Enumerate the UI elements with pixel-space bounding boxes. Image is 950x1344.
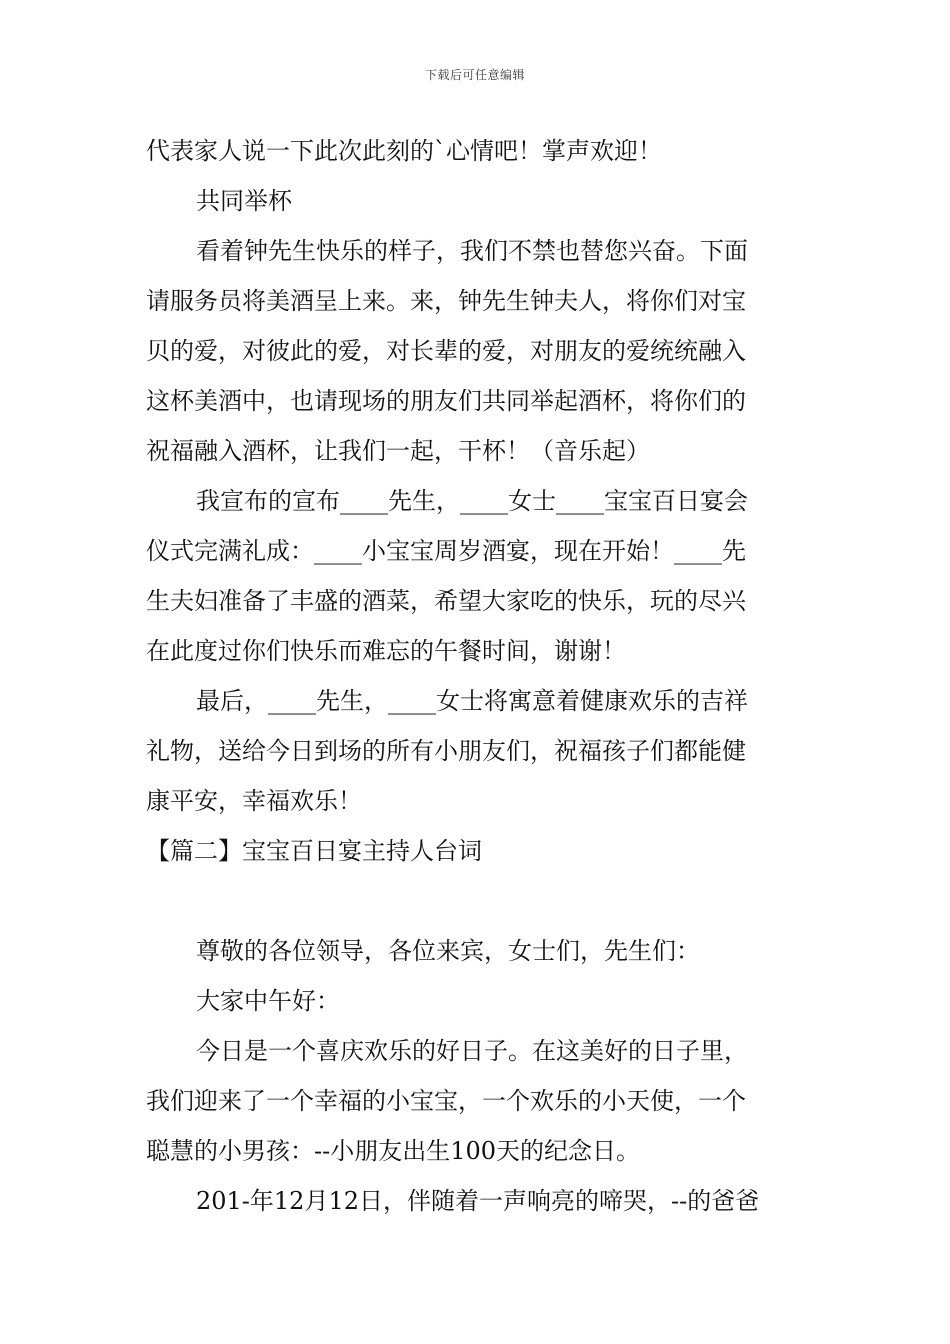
text-line: 最后，____先生，____女士将寓意着健康欢乐的吉祥 <box>196 687 748 715</box>
text-line: 仪式完满礼成：____小宝宝周岁酒宴，现在开始！____先 <box>146 537 746 565</box>
chapter-heading: 【篇二】宝宝百日宴主持人台词 <box>146 837 482 865</box>
text-line: 尊敬的各位领导，各位来宾，女士们，先生们： <box>196 937 700 965</box>
text-line: 聪慧的小男孩：--小朋友出生100天的纪念日。 <box>146 1137 641 1165</box>
page-header: 下载后可任意编辑 <box>424 68 525 82</box>
blank-line <box>146 876 808 926</box>
text-line: 我宣布的宣布____先生，____女士____宝宝百日宴会 <box>196 487 748 515</box>
section-heading: 共同举杯 <box>196 187 292 215</box>
text-line: 201-年12月12日，伴随着一声响亮的啼哭，--的爸爸 <box>196 1187 760 1215</box>
text-line: 请服务员将美酒呈上来。来，钟先生钟夫人，将你们对宝 <box>146 287 746 315</box>
text-line: 生夫妇准备了丰盛的酒菜，希望大家吃的快乐，玩的尽兴 <box>146 587 746 615</box>
text-line: 这杯美酒中，也请现场的朋友们共同举起酒杯，将你们的 <box>146 387 746 415</box>
text-line: 代表家人说一下此次此刻的`心情吧！掌声欢迎！ <box>146 137 662 165</box>
text-line: 祝福融入酒杯，让我们一起，干杯！（音乐起） <box>146 437 650 465</box>
text-line: 贝的爱，对彼此的爱，对长辈的爱，对朋友的爱统统融入 <box>146 337 746 365</box>
text-line: 今日是一个喜庆欢乐的好日子。在这美好的日子里， <box>196 1037 748 1065</box>
text-line: 我们迎来了一个幸福的小宝宝，一个欢乐的小天使，一个 <box>146 1087 746 1115</box>
text-line: 礼物，送给今日到场的所有小朋友们，祝福孩子们都能健 <box>146 737 746 765</box>
document-body <box>146 126 808 1226</box>
text-line: 大家中午好： <box>196 987 340 1015</box>
text-line: 康平安，幸福欢乐！ <box>146 787 362 815</box>
text-line: 在此度过你们快乐而难忘的午餐时间，谢谢！ <box>146 637 626 665</box>
text-line: 看着钟先生快乐的样子，我们不禁也替您兴奋。下面 <box>196 237 748 265</box>
